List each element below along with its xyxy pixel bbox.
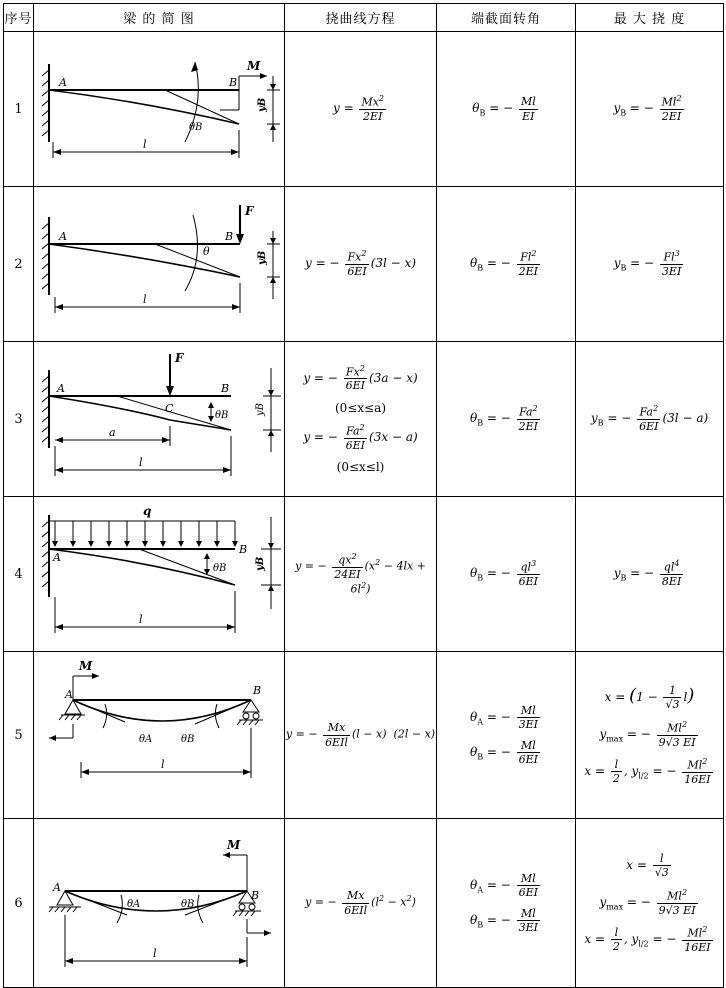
label-m: M (79, 659, 93, 673)
label-b: B (251, 889, 260, 902)
label-a: A (57, 382, 65, 395)
label-theta-a: θA (139, 734, 153, 745)
label-theta: θ (203, 245, 210, 258)
label-a: A (65, 688, 73, 701)
row-number: 4 (4, 497, 34, 652)
row-number: 6 (4, 819, 34, 988)
diagram-cantilever-moment (35, 32, 283, 182)
max-deflection: $y_B$ = − $\frac{Fl^3}{3EI}$ (576, 187, 724, 342)
row-number: 5 (4, 652, 34, 819)
deflection-equation: y = $\frac{Mx^2}{2EI}$ (285, 32, 437, 187)
label-f: F (245, 204, 254, 218)
beam-diagram (34, 342, 285, 497)
label-y-b: yB (255, 556, 266, 571)
diagram-simply-supported-moment-b (35, 819, 283, 983)
label-b: B (221, 382, 230, 395)
label-b: B (253, 684, 262, 697)
label-l: l (143, 138, 147, 151)
deflection-table (3, 3, 724, 988)
max-deflection: x = (1 − $\frac{1}{√3}$ l) $y_{max}$ = − $\frac{Ml^2}{9√3 EI}$ x = $\frac{l}{2}$ , $y_{l/2}$ = − $\frac{Ml^2}{16EI}$ (576, 652, 724, 819)
beam-diagram (34, 819, 285, 988)
row-number: 2 (4, 187, 34, 342)
header-no: 序号 (4, 4, 34, 32)
label-theta-b: θB (215, 410, 229, 421)
row-number: 1 (4, 32, 34, 187)
label-y-b: yB (257, 250, 268, 265)
deflection-equation: y = − Mx 6EIl $(l^2 - x^2)$ (285, 819, 437, 988)
label-l: l (161, 758, 165, 771)
label-theta-b: θB (181, 899, 195, 910)
header-rotation: 端截面转角 (437, 4, 576, 32)
table-row (4, 652, 724, 819)
header-diagram: 梁 的 简 图 (34, 4, 285, 32)
max-deflection: $y_B$ = − $\frac{ql^4}{8EI}$ (576, 497, 724, 652)
table-row (4, 497, 724, 652)
row-number: 3 (4, 342, 34, 497)
deflection-equation: y = − $\frac{Fx^2}{6EI}$ (3a − x) (0≤x≤a) y = − $\frac{Fa^2}{6EI}$ (3x − a) (0≤x≤l) (285, 342, 437, 497)
label-a: A (59, 230, 67, 243)
table-row (4, 32, 724, 187)
label-l: l (139, 456, 143, 469)
label-theta-b: θB (189, 122, 203, 133)
table-row (4, 819, 724, 988)
label-a: A (53, 551, 61, 564)
label-b: B (229, 76, 238, 89)
beam-diagram (34, 497, 285, 652)
max-deflection: x = $\frac{l}{√3}$ $y_{max}$ = − $\frac{Ml^2}{9√3 EI}$ x = $\frac{l}{2}$ , $y_{l/2}$ = − $\frac{Ml^2}{16EI}$ (576, 819, 724, 988)
header-max-deflection: 最 大 挠 度 (576, 4, 724, 32)
label-l: l (153, 947, 157, 960)
label-l: l (139, 613, 143, 626)
beam-diagram (34, 187, 285, 342)
deflection-equation: y = − Mx 6EIl (l − x) (2l − x) (285, 652, 437, 819)
end-rotation: $\theta_B$ = − $\frac{Ml}{EI}$ (437, 32, 576, 187)
diagram-cantilever-intermediate-load (35, 342, 283, 492)
condition-2: (0≤x≤l) (336, 460, 385, 475)
max-deflection: $y_B$ = − $\frac{Ml^2}{2EI}$ (576, 32, 724, 187)
end-rotation: $\theta_A$ = − $\frac{Ml}{6EI}$ $\theta_B$ = − $\frac{Ml}{3EI}$ (437, 819, 576, 988)
label-y-b: yB (255, 403, 266, 416)
label-m: M (227, 838, 241, 852)
condition-1: (0≤x≤a) (334, 400, 387, 415)
label-a-dim: a (109, 426, 116, 439)
max-deflection: $y_B$ = − $\frac{Fa^2}{6EI}$ (3l − a) (576, 342, 724, 497)
label-b: B (239, 543, 248, 556)
table-row (4, 187, 724, 342)
deflection-equation: y = − $\frac{qx^2}{24EI}$ $(x^2 - 4lx + 6l^2)$ (285, 497, 437, 652)
deflection-equation: y = − $\frac{Fx^2}{6EI}$ (3l − x) (285, 187, 437, 342)
label-q: q (143, 504, 152, 518)
end-rotation: $\theta_B$ = − $\frac{Fl^2}{2EI}$ (437, 187, 576, 342)
end-rotation: $\theta_A$ = − $\frac{Ml}{3EI}$ $\theta_B$ = − $\frac{Ml}{6EI}$ (437, 652, 576, 819)
beam-diagram (34, 32, 285, 187)
diagram-simply-supported-moment-a (35, 652, 283, 814)
diagram-cantilever-point-load (35, 187, 283, 337)
label-theta-a: θA (127, 899, 141, 910)
label-b: B (225, 230, 234, 243)
header-row (4, 4, 724, 32)
end-rotation: $\theta_B$ = − $\frac{Fa^2}{2EI}$ (437, 342, 576, 497)
label-c: C (165, 402, 174, 415)
label-a: A (53, 881, 61, 894)
table-row (4, 342, 724, 497)
label-theta-b: θB (181, 734, 195, 745)
label-m: M (247, 59, 261, 73)
end-rotation: $\theta_B$ = − $\frac{ql^3}{6EI}$ (437, 497, 576, 652)
label-y-b: yB (257, 97, 268, 112)
label-l: l (143, 293, 147, 306)
header-equation: 挠曲线方程 (285, 4, 437, 32)
label-f: F (175, 351, 184, 365)
label-a: A (59, 76, 67, 89)
diagram-cantilever-uniform-load (35, 497, 283, 647)
beam-diagram (34, 652, 285, 819)
label-theta-b: θB (213, 563, 227, 574)
